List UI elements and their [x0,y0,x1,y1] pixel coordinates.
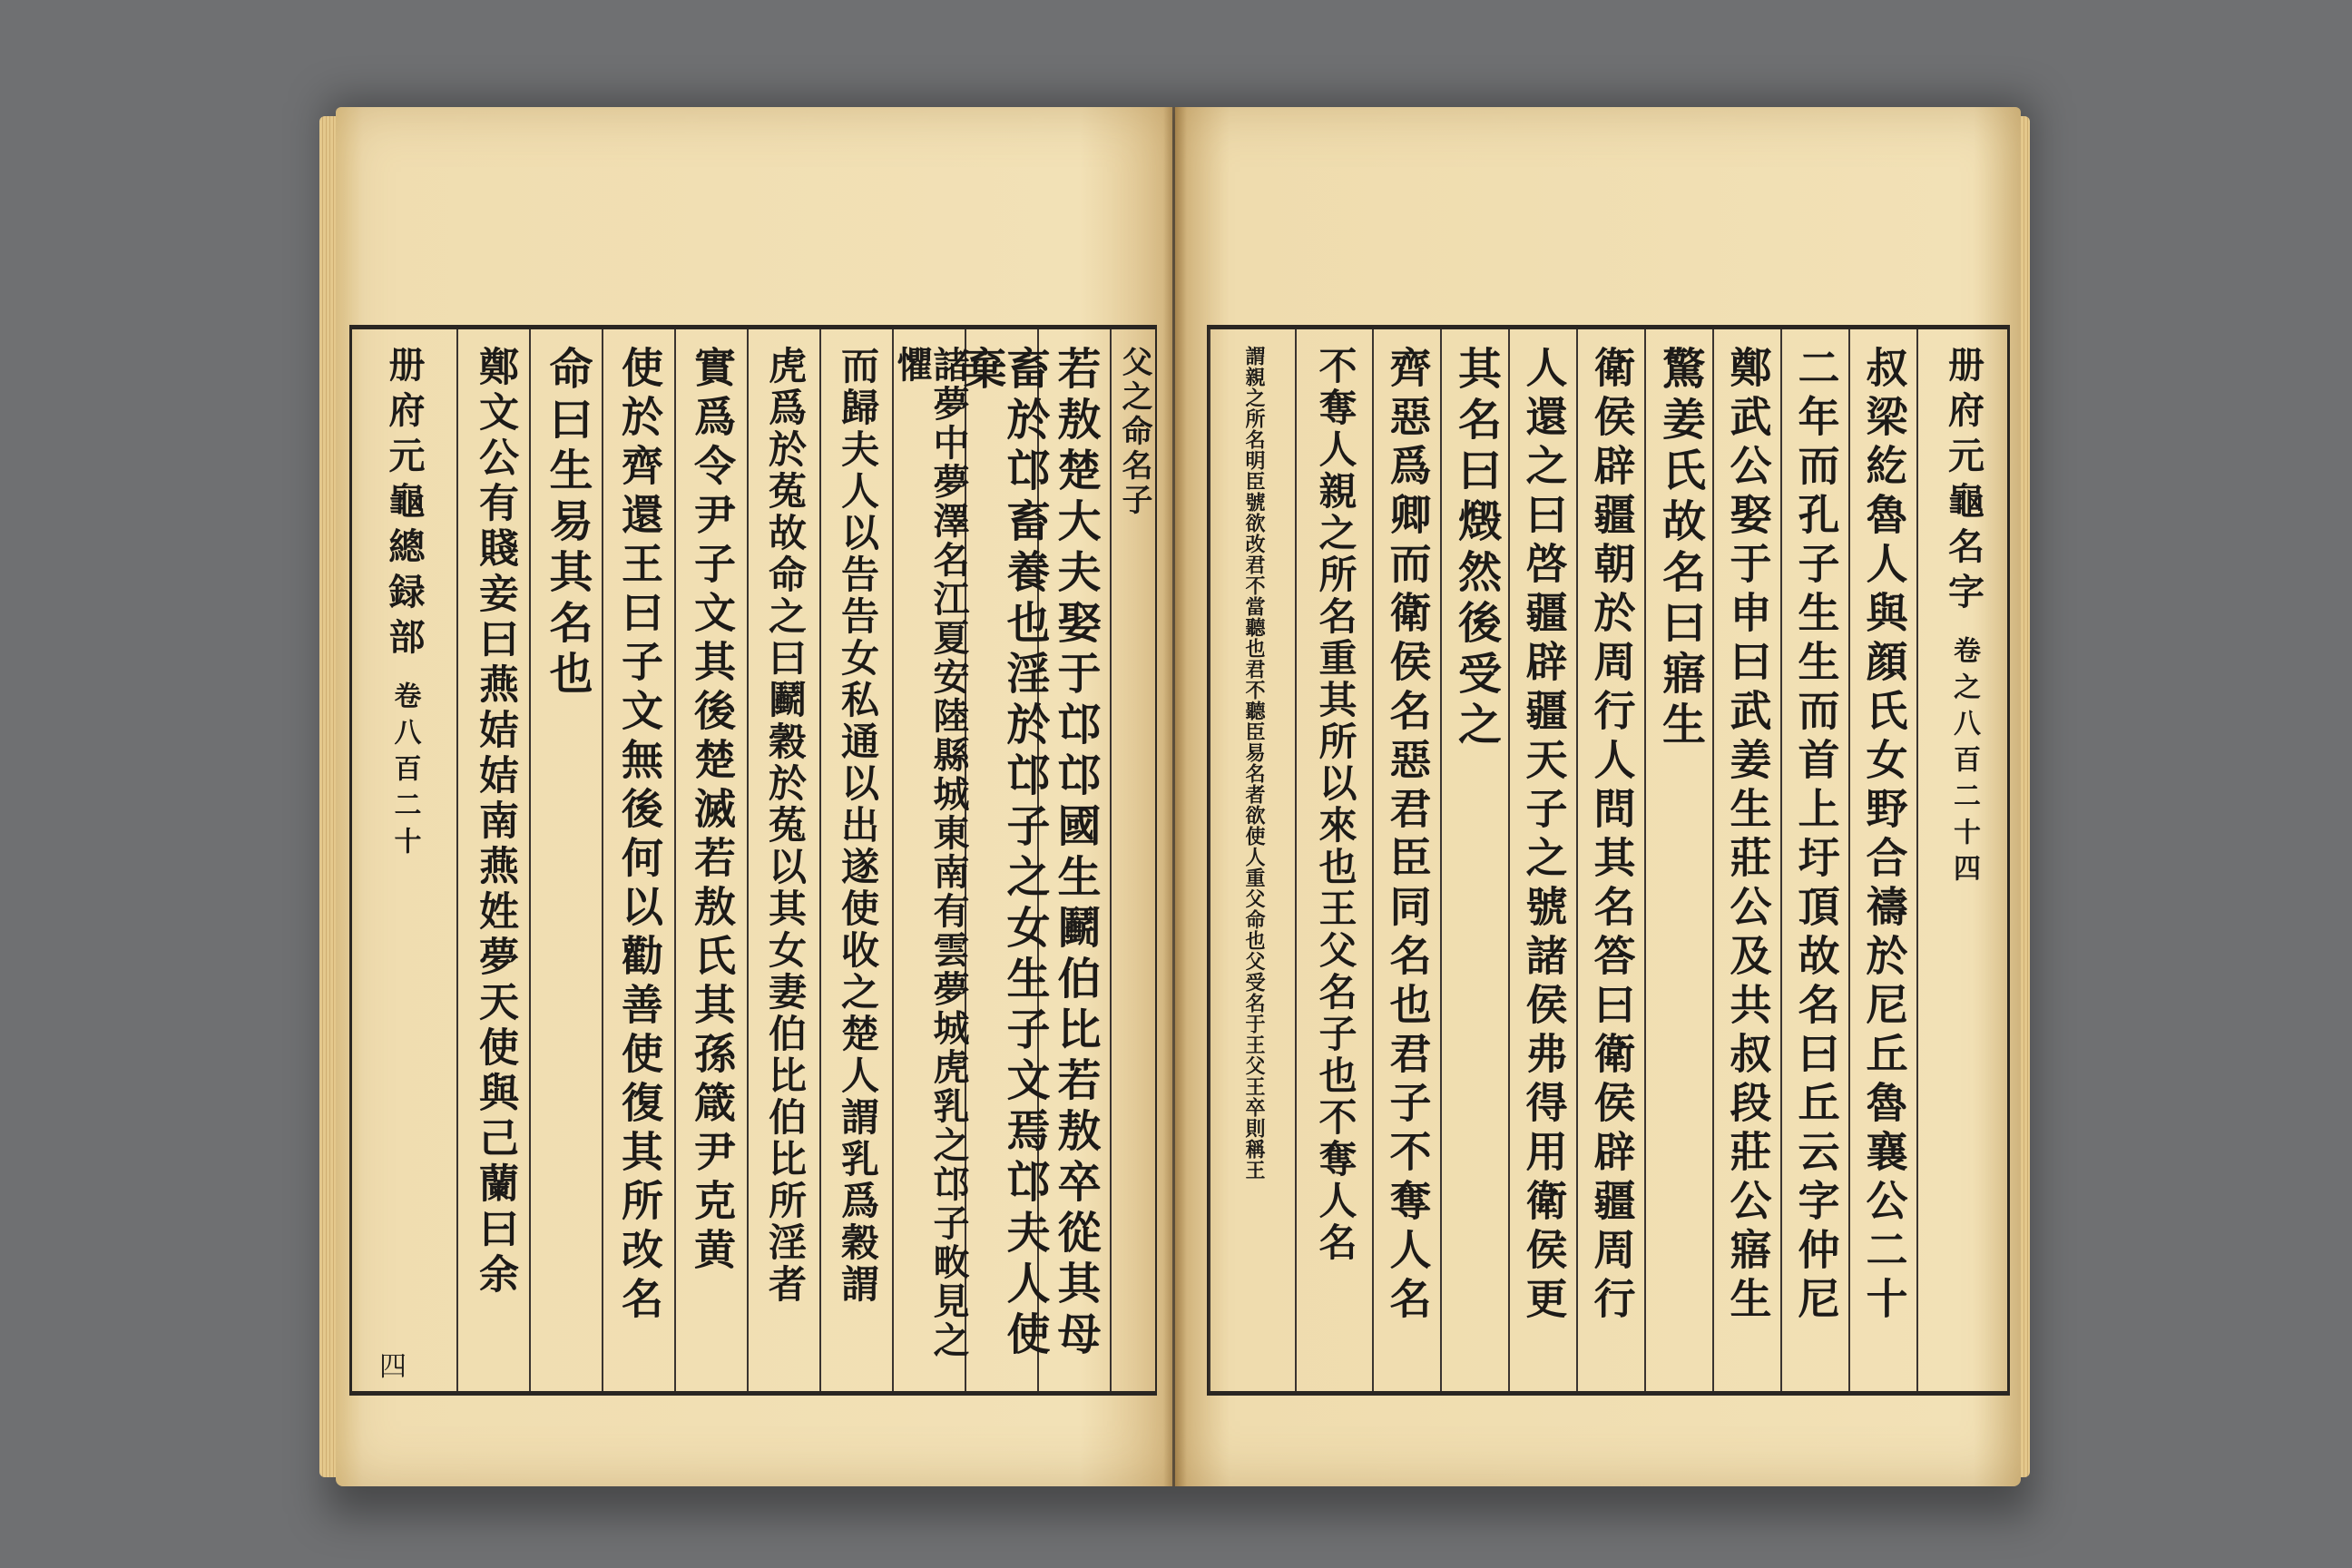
column-text: 若敖楚大夫娶于邙邙國生鬬伯比若敖卒從其母 [1050,346,1101,1362]
text-column [1209,329,1297,1391]
text-column [1110,329,1157,1391]
column-text: 虎爲於菟故命之曰鬬穀於菟以其女妻伯比伯比所淫者 [763,346,808,1306]
column-text: 叔梁紇魯人與顔氏女野合禱於尼丘魯襄公二十 [1859,346,1909,1326]
column-text: 命曰生易其名也 [542,346,593,701]
text-column [456,329,531,1391]
column-text: 驚姜氏故名曰寤生 [1654,346,1706,752]
text-column [747,329,821,1391]
banxin-title: 册府元龜名字 [1942,346,1985,618]
column-text: 人還之曰啓疆辟疆天子之號諸侯弗得用衛侯更 [1519,346,1569,1326]
text-column [819,329,894,1391]
banxin-volume: 卷之八百二十四 [1948,636,1980,890]
column-text: 鄭文公有賤妾曰燕姞姞南燕姓夢天使與己蘭曰余 [472,346,518,1298]
banxin-volume: 卷八百二十 [388,681,421,863]
column-text: 鄭武公娶于申曰武姜生莊公及共叔段莊公寤生 [1723,346,1773,1326]
text-column [1780,329,1850,1391]
column-text: 其名曰燬然後受之 [1450,346,1502,752]
text-column [1712,329,1782,1391]
text-column [529,329,603,1391]
column-text: 使於齊還王曰子文無後何以勸善使復其所改名 [615,346,664,1326]
banxin-column [1916,329,2009,1391]
column-text: 而歸夫人以告告女私通以出遂使收之楚人謂乳爲穀謂 [836,346,880,1306]
text-column [1508,329,1578,1391]
column-text: 畜於邙畜養也淫於邙子之女生子文焉邙夫人使棄 [956,346,1050,1362]
text-column [1440,329,1510,1391]
text-column [1372,329,1442,1391]
column-text: 齊惡爲卿而衛侯名惡君臣同名也君子不奪人名 [1383,346,1433,1326]
page-number: 四 [379,1351,407,1383]
column-text: 二年而孔子生生而首上圩頂故名曰丘云字仲尼 [1791,346,1841,1326]
column-text: 實爲令尹子文其後楚滅若敖氏其孫箴尹克黄 [688,346,737,1277]
banxin-column [352,329,456,1391]
text-column [1848,329,1918,1391]
column-text: 父之命名子 [1116,346,1152,518]
text-column [1295,329,1374,1391]
right-text-frame [1207,325,2010,1396]
left-text-frame [349,325,1157,1396]
text-column [891,329,970,1391]
book-gutter [1163,107,1187,1486]
text-column [602,329,676,1391]
text-column [674,329,749,1391]
text-column [956,329,1050,1391]
column-text: 衛侯辟疆朝於周行人問其名答曰衛侯辟疆周行 [1587,346,1637,1326]
text-column [1644,329,1714,1391]
column-text: 不奪人親之所名重其所以來也王父名子也不奪人名 [1313,346,1358,1264]
column-text: 諸夢中夢澤名江夏安陸縣城東南有雲夢城虎乳之邙子畋見之懼 [891,346,970,1360]
column-text: 謂親之所名明臣號欲改君不當聽也君不聽臣易名者欲使人重父命也父受名于王父王卒則稱王 [1242,346,1267,1181]
banxin-title: 册府元龜總録部 [383,346,426,663]
text-column [1576,329,1646,1391]
